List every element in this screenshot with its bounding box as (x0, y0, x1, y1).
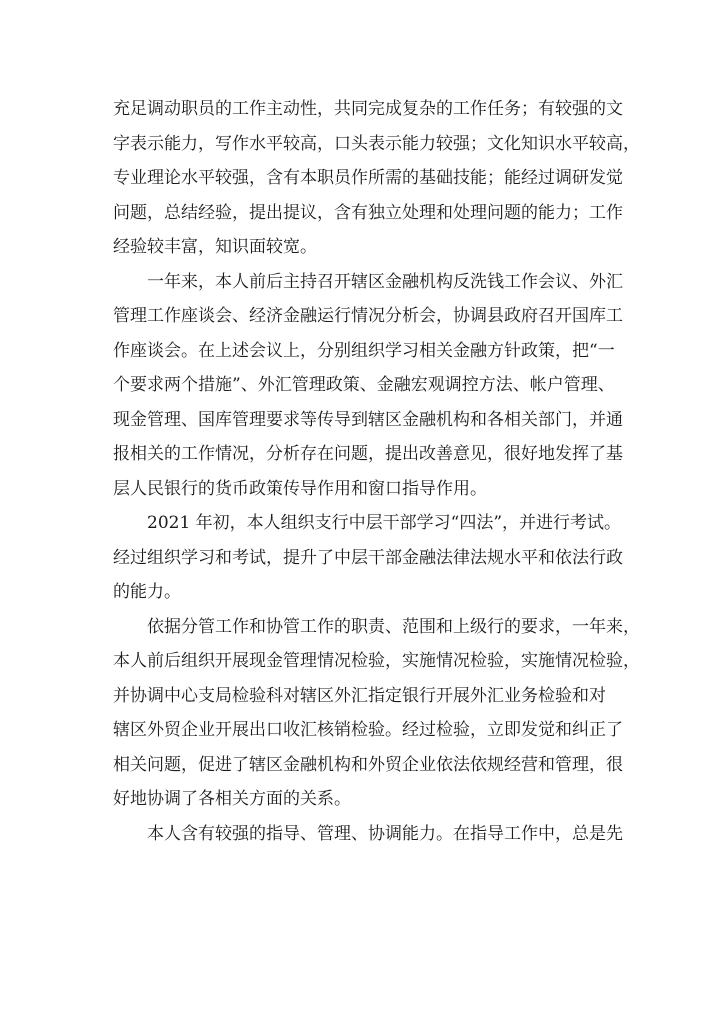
text-line: 专业理论水平较强，含有本职员作所需的基础技能；能经过调研发觉 (113, 168, 623, 188)
text-line: 充足调动职员的工作主动性，共同完成复杂的工作任务；有较强的文 (113, 99, 623, 119)
text-line: 辖区外贸企业开展出口收汇核销检验。经过检验，立即发觉和纠正了 (113, 720, 623, 740)
text-line: 作座谈会。在上述会议上，分别组织学习相关金融方针政策，把“一 (113, 340, 615, 361)
text-line: 层人民银行的货币政策传导作用和窗口指导作用。 (113, 478, 487, 499)
text-line: 管理工作座谈会、经济金融运行情况分析会，协调县政府召开国库工 (113, 306, 623, 326)
text-line: 经过组织学习和考试，提升了中层干部金融法律法规水平和依法行政 (113, 547, 623, 568)
text-line: 的能力。 (113, 582, 181, 602)
text-line: 并协调中心支局检验科对辖区外汇指定银行开展外汇业务检验和对 (113, 685, 606, 706)
paragraph-first-line: 本人含有较强的指导、管理、协调能力。在指导工作中，总是先 (147, 823, 623, 844)
text-line: 好地协调了各相关方面的关系。 (113, 789, 351, 809)
text-line: 字表示能力，写作水平较高，口头表示能力较强；文化知识水平较高， (113, 133, 640, 154)
text-line: 现金管理、国库管理要求等传导到辖区金融机构和各相关部门，并通 (113, 409, 623, 430)
text-line: 问题，总结经验，提出提议，含有独立处理和处理问题的能力；工作 (113, 202, 623, 223)
document-body (113, 92, 640, 851)
text-line: 相关问题，促进了辖区金融机构和外贸企业依法依规经营和管理，很 (113, 754, 623, 775)
text-line: 报相关的工作情况，分析存在问题，提出改善意见，很好地发挥了基 (113, 444, 623, 464)
text-line: 经验较丰富，知识面较宽。 (113, 237, 317, 257)
paragraph-first-line: 依据分管工作和协管工作的职责、范围和上级行的要求，一年来， (147, 616, 640, 637)
text-line: 本人前后组织开展现金管理情况检验，实施情况检验，实施情况检验， (113, 651, 640, 671)
paragraph-first-line: 2021 年初，本人组织支行中层干部学习“四法”，并进行考试。 (147, 513, 622, 533)
paragraph-first-line: 一年来，本人前后主持召开辖区金融机构反洗钱工作会议、外汇 (147, 271, 623, 292)
text-line: 个要求两个措施”、外汇管理政策、金融宏观调控方法、帐户管理、 (113, 375, 615, 395)
